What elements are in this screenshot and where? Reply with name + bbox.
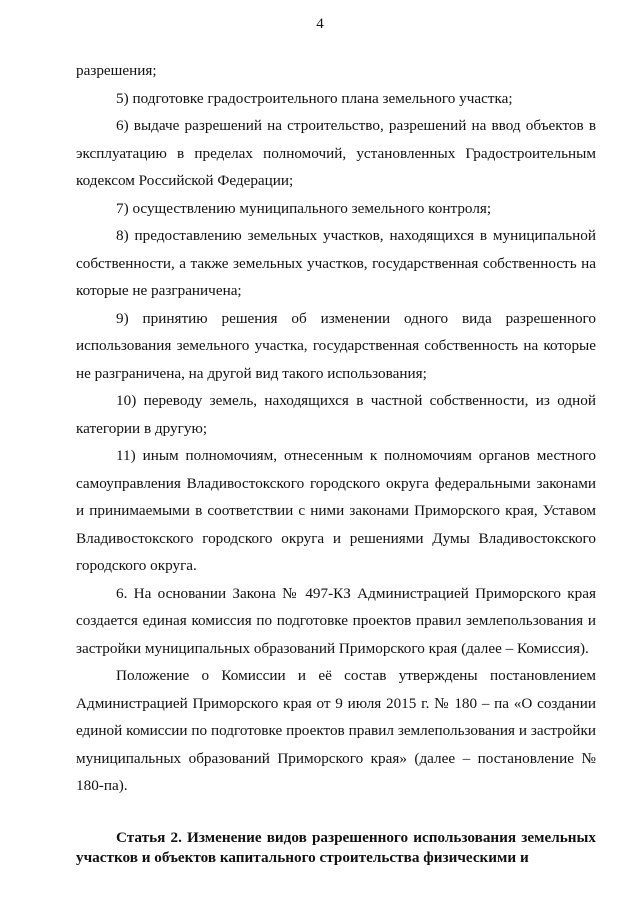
paragraph-item-7: 7) осуществлению муниципального земельного контроля; (116, 199, 492, 217)
paragraph-item-11: 11) иным полномочиям, отнесенным к полномочиям органов местного самоуправления Владивостокского городского округа федеральными законами и принимаемыми в соответствии с ними законами Приморского края, Уставом Владивостокского городского округа и решениями Думы Владивостокского городского округа. (76, 447, 596, 574)
document-body (76, 57, 596, 868)
paragraph-item-10: 10) переводу земель, находящихся в частной собственности, из одной категории в другую; (76, 392, 596, 437)
paragraph-item-9: 9) принятию решения об изменении одного вида разрешенного использования земельного участка, государственная собственность на которые не разграничена, на другой вид такого использования; (76, 309, 596, 382)
paragraph-item-6: 6) выдаче разрешений на строительство, разрешений на ввод объектов в эксплуатацию в пределах полномочий, установленных Градостроительным кодексом Российской Федерации; (76, 117, 596, 189)
paragraph-item-8: 8) предоставлению земельных участков, находящихся в муниципальной собственности, а также земельных участков, государственная собственность на которые не разграничена; (76, 227, 596, 299)
paragraph-permission-end: разрешения; (76, 62, 157, 79)
article-2-heading: Статья 2. Изменение видов разрешенного использования земельных участков и объектов капитального строительства физическими и (76, 828, 596, 866)
paragraph-commission-regulation: Положение о Комиссии и её состав утверждены постановлением Администрацией Приморского края от 9 июля 2015 г. № 180 – па «О создании единой комиссии по подготовке проектов правил землепользования и застройки муниципальных образований Приморского края» (далее – постановление № 180-па). (76, 667, 596, 794)
paragraph-section-6: 6. На основании Закона № 497-КЗ Администрацией Приморского края создается единая комиссия по подготовке проектов правил землепользования и застройки муниципальных образований Приморского края (далее – Комиссия). (76, 584, 596, 657)
page-number: 4 (316, 16, 324, 32)
paragraph-item-5: 5) подготовке градостроительного плана земельного участка; (116, 89, 513, 107)
